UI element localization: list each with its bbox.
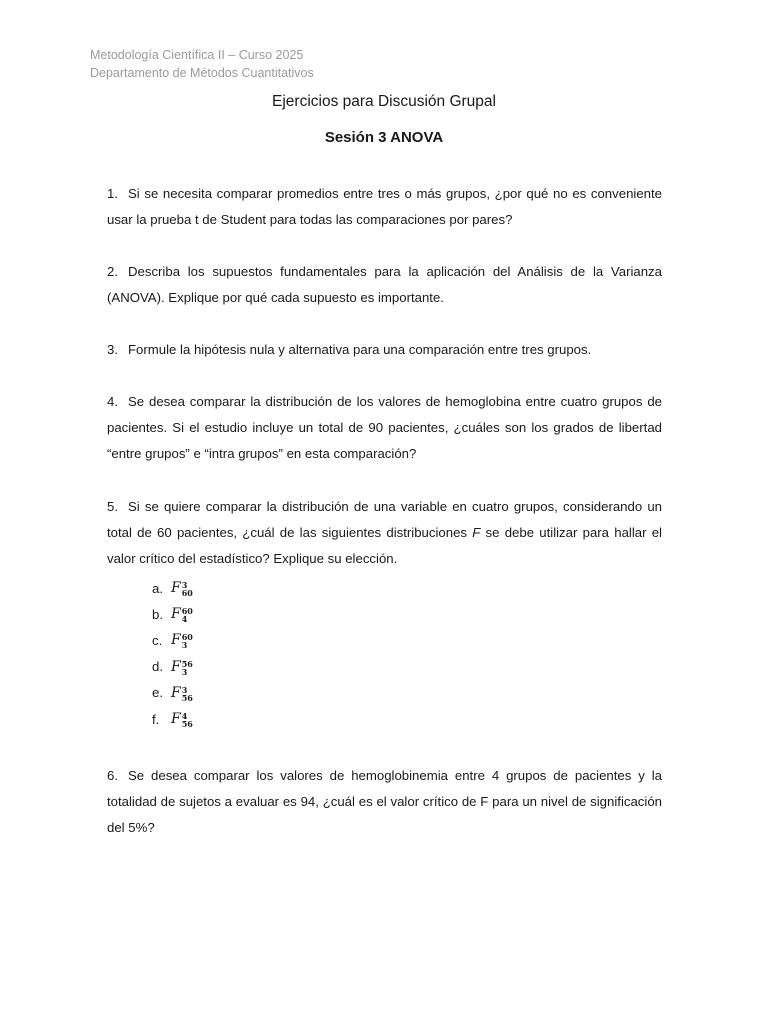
answer-options <box>152 575 193 732</box>
question-number: 6. <box>107 768 118 783</box>
f-distribution <box>171 606 193 625</box>
option-letter: a. <box>152 580 163 596</box>
question-text-part: Si se quiere comparar la distribución de una variable en cuatro grupos, considerando un total de 60 pacientes, ¿cuál de las siguientes distribuciones <box>107 499 662 540</box>
option-a <box>152 575 193 601</box>
superscript: 60 <box>181 606 193 617</box>
option-letter: b. <box>152 606 163 622</box>
question-text: Formule la hipótesis nula y alternativa para una comparación entre tres grupos. <box>128 342 592 357</box>
question-text: Describa los supuestos fundamentales para la aplicación del Análisis de la Varianza (ANOVA). Explique por qué cada supuesto es importante. <box>107 264 662 305</box>
document-title: Ejercicios para Discusión Grupal <box>272 93 496 110</box>
question-text: Se desea comparar la distribución de los valores de hemoglobina entre cuatro grupos de pacientes. Si el estudio incluye un total de 90 pacientes, ¿cuáles son los grados de libertad “entre grupos” e “intra grupos” en esta comparación? <box>107 394 662 461</box>
subscript: 3 <box>181 666 188 677</box>
subscript: 3 <box>181 640 188 651</box>
superscript: 4 <box>181 711 188 722</box>
superscript: 3 <box>181 684 188 695</box>
superscript: 60 <box>181 632 193 643</box>
question-number: 2. <box>107 264 118 279</box>
question-number: 5. <box>107 499 118 514</box>
option-d <box>152 654 193 680</box>
option-letter: f. <box>152 711 160 727</box>
question-text: Si se necesita comparar promedios entre tres o más grupos, ¿por qué no es conveniente usar la prueba t de Student para todas las comparaciones por pares? <box>107 186 662 227</box>
subscript: 4 <box>181 614 188 625</box>
f-symbol: F <box>171 684 181 701</box>
question-number: 1. <box>107 186 118 201</box>
option-b <box>152 601 193 627</box>
course-name: Metodología Científica II – Curso 2025 <box>90 48 304 62</box>
f-symbol: F <box>171 580 181 597</box>
f-symbol: F <box>472 525 481 540</box>
f-distribution <box>171 632 193 651</box>
course-header <box>90 46 314 82</box>
session-title: Sesión 3 ANOVA <box>324 129 444 146</box>
f-distribution <box>171 659 193 675</box>
f-distribution <box>171 580 193 599</box>
question-6 <box>107 763 662 841</box>
question-4 <box>107 389 662 467</box>
option-f <box>152 706 193 732</box>
question-5 <box>107 494 662 572</box>
f-symbol: F <box>171 632 181 649</box>
option-letter: c. <box>152 632 163 648</box>
f-distribution <box>171 685 193 701</box>
option-letter: e. <box>152 685 163 701</box>
subscript: 56 <box>181 719 193 730</box>
superscript: 56 <box>181 658 193 669</box>
f-symbol: F <box>171 606 181 623</box>
superscript: 3 <box>181 580 188 591</box>
question-text-part: se debe utilizar para hallar el valor crítico del estadístico? Explique su elección. <box>107 525 662 566</box>
subscript: 56 <box>181 692 193 703</box>
f-symbol: F <box>171 711 181 728</box>
question-text: Se desea comparar los valores de hemoglobinemia entre 4 grupos de pacientes y la totalidad de sujetos a evaluar es 94, ¿cuál es el valor crítico de F para un nivel de significación del 5%? <box>107 768 662 835</box>
option-e <box>152 680 193 706</box>
question-1 <box>107 181 662 233</box>
f-symbol: F <box>171 658 181 675</box>
f-distribution <box>171 711 193 730</box>
question-number: 4. <box>107 394 118 409</box>
question-number: 3. <box>107 342 118 357</box>
subscript: 60 <box>181 588 193 599</box>
department-name: Departamento de Métodos Cuantitativos <box>90 66 314 80</box>
question-3 <box>107 337 662 363</box>
option-letter: d. <box>152 659 163 675</box>
question-2 <box>107 259 662 311</box>
option-c <box>152 627 193 653</box>
